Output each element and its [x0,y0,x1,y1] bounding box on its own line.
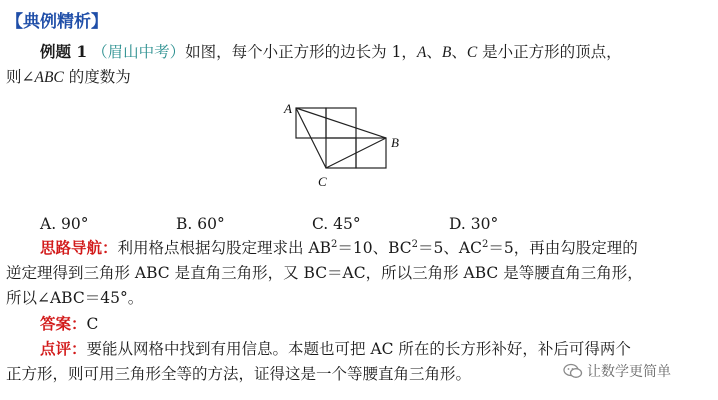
analysis-line-1 [40,238,638,258]
comment-text-1: 要能从网格中找到有用信息。本题也可把 AC 所在的长方形补好，补后可得两个 [86,340,631,358]
superscript-3: 2 [481,239,489,250]
analysis-label: 思路导航： [40,239,118,257]
comment-line-1 [40,339,631,359]
analysis-text-b: ＝10、BC [337,239,412,257]
option-b: B. 60° [176,215,225,233]
watermark [563,361,671,381]
analysis-line-2: 逆定理得到三角形 ABC 是直角三角形，又 BC＝AC，所以三角形 ABC 是等腰直角三角形， [6,264,643,282]
analysis-text-d: ＝5，再由勾股定理的 [488,239,638,257]
option-a: A. 90° [40,215,89,233]
superscript-2: 2 [411,239,419,250]
angle-name: ABC [34,69,64,86]
example-label: 例题 1 [40,42,88,61]
wechat-icon [563,363,583,379]
point-a-ref: A [416,44,427,61]
option-c: C. 45° [312,215,361,233]
figure-label-a: A [284,101,292,116]
section-title: 【典例精析】 [6,12,108,32]
separator-2: 、 [451,43,467,61]
answer-value: C [86,315,99,333]
comment-line-2: 正方形，则可用三角形全等的方法，证得这是一个等腰直角三角形。 [6,365,472,383]
question-line-2 [6,67,131,88]
option-d: D. 30° [449,215,499,233]
question-line-1 [40,42,622,63]
separator-1: 、 [426,43,442,61]
analysis-text-a: 利用格点根据勾股定理求出 AB [117,239,332,257]
analysis-line-3: 所以∠ABC＝45°。 [6,289,144,307]
comment-label: 点评： [40,340,87,358]
question-suffix: 的度数为 [63,68,131,86]
question-text-2: 是小正方形的顶点， [477,43,622,61]
options-row [0,214,718,234]
segment-ab [296,108,386,138]
point-c-ref: C [466,44,478,61]
answer-line [40,314,98,334]
grid-square [356,138,386,168]
superscript-1: 2 [331,239,338,250]
analysis-text-c: ＝5、AC [418,239,482,257]
answer-label: 答案： [40,315,87,333]
figure-label-b: B [391,135,399,150]
figure-label-c: C [318,174,327,189]
question-prefix: 则∠ [6,68,35,86]
grid-figure [280,100,410,195]
grid-square [326,138,356,168]
point-b-ref: B [441,44,452,61]
question-text-1: 如图，每个小正方形的边长为 1， [185,43,417,61]
example-source: （眉山中考） [92,43,186,61]
watermark-text: 让数学更简单 [587,364,671,380]
